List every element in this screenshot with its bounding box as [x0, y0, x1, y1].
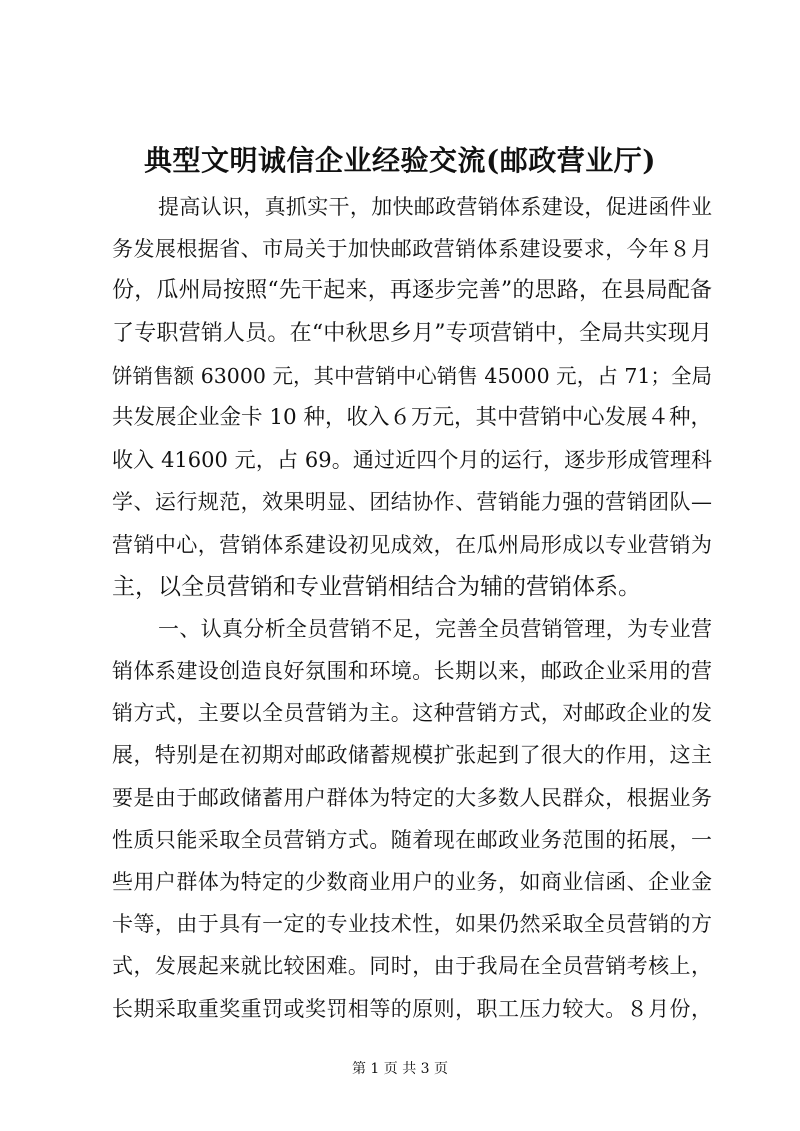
- body-line: 收入 41600 元，占 69。通过近四个月的运行，逐步形成管理科: [112, 448, 712, 473]
- body-line: 学、运行规范，效果明显、团结协作、营销能力强的营销团队—: [112, 490, 712, 515]
- body-line: 饼销售额 63000 元，其中营销中心销售 45000 元，占 71；全局: [112, 363, 712, 388]
- document-title: 典型文明诚信企业经验交流(邮政营业厅): [144, 144, 656, 177]
- body-line: 提高认识，真抓实干，加快邮政营销体系建设，促进函件业: [158, 195, 712, 219]
- body-line: 卡等，由于具有一定的专业技术性，如果仍然采取全员营销的方: [112, 912, 712, 937]
- body-line: 要是由于邮政储蓄用户群体为特定的大多数人民群众，根据业务: [112, 785, 712, 810]
- page-number-footer: 第 1 页 共 3 页: [351, 1061, 449, 1077]
- body-line: 营销中心，营销体系建设初见成效，在瓜州局形成以专业营销为: [112, 532, 712, 557]
- body-line: 式，发展起来就比较困难。同时，由于我局在全员营销考核上，: [112, 954, 712, 979]
- body-line: 了专职营销人员。在“中秋思乡月”专项营销中，全局共实现月: [112, 320, 712, 346]
- document-body: [112, 186, 712, 1030]
- body-line: 销体系建设创造良好氛围和环境。长期以来，邮政企业采用的营: [112, 659, 712, 684]
- body-line: 些用户群体为特定的少数商业用户的业务，如商业信函、企业金: [112, 870, 712, 894]
- body-line: 共发展企业金卡 10 种，收入６万元，其中营销中心发展４种，: [112, 404, 713, 430]
- body-line: 销方式，主要以全员营销为主。这种营销方式，对邮政企业的发: [112, 701, 712, 726]
- body-line: 务发展根据省、市局关于加快邮政营销体系建设要求，今年８月: [112, 237, 712, 262]
- body-line: 长期采取重奖重罚或奖罚相等的原则，职工压力较大。８月份，: [112, 996, 712, 1021]
- body-line: 份，瓜州局按照“先干起来，再逐步完善”的思路，在县局配备: [112, 278, 712, 304]
- body-line: 一、认真分析全员营销不足，完善全员营销管理，为专业营: [158, 616, 712, 641]
- body-line: 展，特别是在初期对邮政储蓄规模扩张起到了很大的作用，这主: [112, 743, 712, 768]
- body-line: 主，以全员营销和专业营销相结合为辅的营销体系。: [112, 573, 641, 600]
- body-line: 性质只能采取全员营销方式。随着现在邮政业务范围的拓展，一: [112, 827, 712, 852]
